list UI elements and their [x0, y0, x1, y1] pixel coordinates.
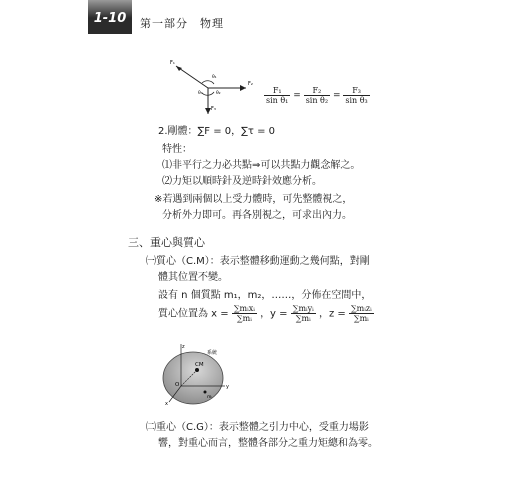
label-y: y	[226, 384, 229, 390]
force-diagram	[168, 58, 258, 118]
trait-1: ⑴非平行之力必共點⇒可以共點力觀念解之。	[162, 160, 361, 171]
label-o: O	[175, 382, 180, 388]
theta3-label: θ₃	[198, 91, 203, 96]
trait-title: 特性：	[162, 144, 192, 155]
section-heading: 三、重心與質心	[128, 236, 205, 249]
f1-label: F₁	[170, 60, 175, 66]
z-fraction: $\frac{\text{∑mᵢzᵢ}}{\text{∑mᵢ}}$	[350, 304, 372, 323]
cm-formula: 質心位置為 x = $\frac{\text{∑mᵢxᵢ}}{\text{∑mᵢ}}$ ，y = $\frac{\text{∑mᵢyᵢ}}{\text{∑mᵢ}}$ ，z = $\frac{\text{∑mᵢzᵢ}}{\text{∑mᵢ}}$	[158, 304, 372, 323]
cm-diagram	[155, 342, 235, 408]
y-fraction: $\frac{\text{∑mᵢyᵢ}}{\text{∑mᵢ}}$	[292, 304, 314, 323]
label-cm: CM	[195, 362, 204, 368]
x-fraction: $\frac{\text{∑mᵢxᵢ}}{\text{∑mᵢ}}$	[233, 304, 255, 323]
theta1-label: θ₁	[212, 75, 217, 80]
note-line-2: 分析外力即可。再各別視之，可求出內力。	[162, 210, 352, 221]
theta2-label: θ₂	[216, 91, 221, 96]
f2-label: F₂	[248, 81, 253, 87]
lami-fraction-3: $\frac{\text{F₃}}{\text{sin θ₃}}$	[345, 86, 368, 105]
rigid-body-line: 2.剛體：∑F = 0，∑τ = 0	[158, 126, 275, 137]
header-bar	[0, 0, 520, 30]
cg-line-2: 響，對重心而言，整體各部分之重力矩總和為零。	[158, 438, 378, 449]
label-z: z	[182, 344, 185, 350]
note-line-1: ※若遇到兩個以上受力體時，可先整體視之，	[154, 194, 353, 205]
section-title: 第一部分 物理	[140, 17, 224, 30]
cg-title: ㈡重心（C.G）：表示整體之引力中心，受重力場影	[146, 422, 369, 433]
lami-fraction-2: $\frac{\text{F₂}}{\text{sin θ₂}}$	[305, 86, 329, 105]
cm-line-3: 設有 n 個質點 m₁，m₂，……，分佈在空間中，	[158, 290, 372, 301]
lami-equation: $\frac{\text{F₁}}{\text{sin θ₁}}$ = $\frac{\text{F₂}}{\text{sin θ₂}}$ = $\frac{\text{F₃}}{\text{sin θ₃}}$	[266, 86, 368, 105]
lami-fraction-1: $\frac{\text{F₁}}{\text{sin θ₁}}$	[266, 86, 289, 105]
f3-label: F₃	[211, 106, 216, 112]
label-mi: mᵢ	[207, 395, 213, 400]
trait-2: ⑵力矩以順時針及逆時針效應分析。	[162, 176, 322, 187]
page-number: 1-10	[93, 11, 127, 26]
cm-line-2: 體其位置不變。	[158, 272, 228, 283]
label-x: x	[165, 401, 168, 407]
label-system: 系統	[207, 350, 218, 356]
cm-title: ㈠質心（C.M）：表示整體移動運動之幾何點，對剛	[146, 256, 370, 267]
